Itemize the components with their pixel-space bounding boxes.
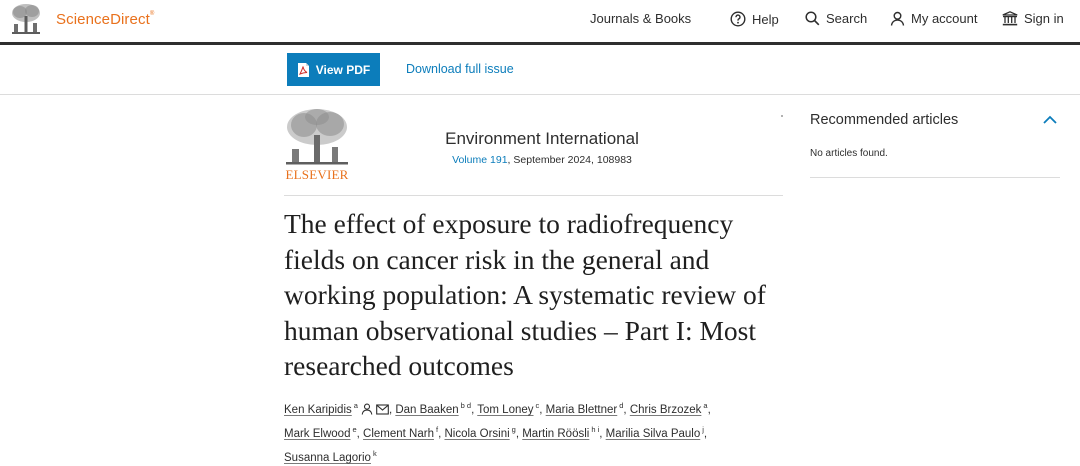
institution-icon <box>1002 11 1018 26</box>
elsevier-tree-logo-icon[interactable] <box>8 2 44 38</box>
author-entry: Mark Elwood $^e$, <box>284 425 364 440</box>
author-name-link[interactable]: Chris Brzozek <box>629 404 702 416</box>
top-navigation-bar <box>0 0 1080 42</box>
journal-issue-info <box>390 154 694 166</box>
author-name-link[interactable]: Marilia Silva Paulo <box>605 428 701 440</box>
help-circle-icon <box>730 11 746 27</box>
search-label: Search <box>826 11 868 26</box>
author-affiliation-marker[interactable]: f <box>435 425 439 434</box>
view-pdf-button[interactable] <box>287 53 380 86</box>
author-entry <box>284 449 377 464</box>
author-affiliation-marker[interactable]: d <box>619 401 624 410</box>
author-entry: Maria Blettner $^d$, <box>545 401 630 416</box>
issue-details: , September 2024, 108983 <box>507 154 632 166</box>
my-account-link[interactable] <box>890 11 977 26</box>
author-name-link[interactable]: Ken Karipidis <box>284 404 352 416</box>
author-affiliation-marker[interactable]: a <box>703 401 708 410</box>
author-list <box>284 396 784 466</box>
author-affiliation-marker[interactable]: b d <box>460 401 472 410</box>
sign-in-label: Sign in <box>1024 11 1064 26</box>
help-link[interactable] <box>730 11 779 27</box>
author-entry: Tom Loney $^c$, <box>477 401 546 416</box>
author-affiliation-marker[interactable]: j <box>702 425 704 434</box>
author-name-link[interactable]: Maria Blettner <box>545 404 618 416</box>
author-entry: Dan Baaken $^{b d}$, <box>395 401 478 416</box>
author-affiliation-marker[interactable]: c <box>535 401 540 410</box>
author-entry: Clement Narh $^f$, <box>363 425 445 440</box>
author-name-link[interactable]: Dan Baaken <box>395 404 459 416</box>
author-affiliation-marker[interactable]: k <box>372 449 377 458</box>
email-icon[interactable] <box>376 404 389 415</box>
user-icon <box>890 11 905 26</box>
person-icon[interactable] <box>361 403 373 415</box>
author-affiliation-marker[interactable]: e <box>352 425 357 434</box>
pdf-file-icon <box>297 62 310 78</box>
journals-books-link[interactable] <box>590 11 691 26</box>
author-name-link[interactable]: Clement Narh <box>363 428 434 440</box>
chevron-up-icon[interactable] <box>1042 113 1058 127</box>
help-label: Help <box>752 11 779 27</box>
author-entry: Nicola Orsini $^g$, <box>444 425 523 440</box>
elsevier-wordmark: ELSEVIER <box>285 167 349 182</box>
author-name-link[interactable]: Tom Loney <box>477 404 534 416</box>
author-affiliation-marker[interactable]: g <box>511 425 516 434</box>
author-name-link[interactable]: Martin Röösli <box>522 428 590 440</box>
journal-divider <box>284 195 783 196</box>
sidebar-divider <box>810 177 1060 178</box>
author-entry: Marilia Silva Paulo $^j$, <box>605 425 708 440</box>
volume-link[interactable]: Volume 191 <box>452 154 508 166</box>
cover-placeholder-dot <box>781 115 783 117</box>
article-title: The effect of exposure to radiofrequency fields on cancer risk in the general and working population: A systematic review of human observational studies – Part I: Most researched outcomes <box>284 208 766 381</box>
elsevier-publisher-logo[interactable] <box>284 107 350 183</box>
author-affiliation-marker[interactable]: h i <box>591 425 600 434</box>
sign-in-link[interactable] <box>1002 11 1064 26</box>
author-name-link[interactable]: Nicola Orsini <box>444 428 510 440</box>
journals-books-label: Journals & Books <box>590 11 692 26</box>
author-entry: Ken Karipidis $^a$ , <box>284 401 396 416</box>
sciencedirect-brand[interactable]: ScienceDirect® <box>56 11 155 28</box>
author-name-link[interactable]: Mark Elwood <box>284 428 351 440</box>
recommended-articles-heading[interactable]: Recommended articles <box>810 112 959 128</box>
author-affiliation-marker[interactable]: a <box>353 401 358 410</box>
journal-title-link[interactable]: Environment International <box>445 129 639 148</box>
view-pdf-label: View PDF <box>315 62 371 77</box>
download-full-issue-link[interactable]: Download full issue <box>406 62 514 76</box>
author-name-link[interactable]: Susanna Lagorio <box>284 452 371 464</box>
article-action-bar <box>0 45 1080 95</box>
search-link[interactable] <box>805 11 867 26</box>
author-entry: Chris Brzozek $^a$, <box>629 401 711 416</box>
search-icon <box>805 11 820 26</box>
my-account-label: My account <box>911 11 978 26</box>
author-entry: Martin Röösli $^{h i}$, <box>522 425 606 440</box>
no-articles-message: No articles found. <box>810 148 888 159</box>
